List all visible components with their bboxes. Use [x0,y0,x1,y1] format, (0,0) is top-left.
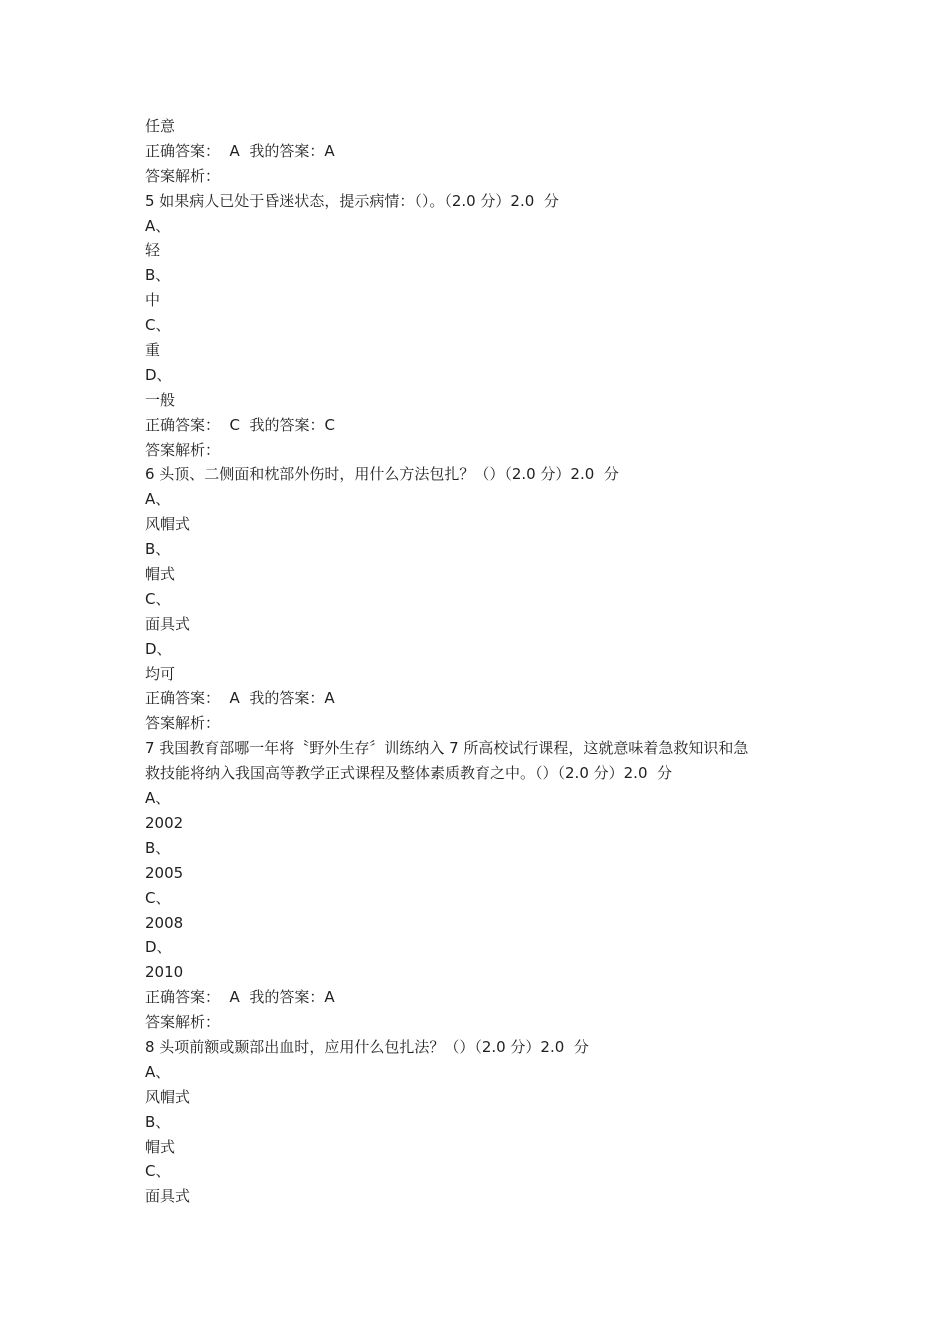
label-line: A、 [145,490,171,509]
option-line: 帽式 [145,565,176,584]
option-line: 帽式 [145,1137,176,1156]
label-line: A、 [145,1062,171,1081]
option-line: 2002 [145,813,184,832]
analysis-line: 答案解析： [145,714,221,733]
analysis-line: 答案解析： [145,440,221,459]
label-line: D、 [145,365,172,384]
label-line: D、 [145,639,172,658]
document-body [145,114,825,1209]
label-line: D、 [145,938,172,957]
option-line: 2010 [145,963,184,982]
label-line: C、 [145,316,171,335]
option-line: 均可 [145,664,176,683]
question-line: 8 头项前额或颞部出血时，应用什么包扎法？（）（2.0 分）2.0 分 [145,1037,589,1056]
option-line: 中 [145,291,161,310]
label-line: A、 [145,789,171,808]
option-line: 面具式 [145,1187,191,1206]
option-line: 任意 [145,117,176,135]
answer-line: 正确答案： A 我的答案：A [145,141,335,160]
option-line: 一般 [145,390,176,409]
question-line: 救技能将纳入我国高等教学正式课程及整体素质教育之中。（）（2.0 分）2.0 分 [145,764,673,783]
question-line: 6 头顶、二侧面和枕部外伤时，用什么方法包扎？（）（2.0 分）2.0 分 [145,465,619,484]
option-line: 轻 [145,241,161,260]
analysis-line: 答案解析： [145,1013,221,1032]
option-line: 风帽式 [145,1087,191,1106]
question-line: 5 如果病人已处于昏迷状态，提示病情：（）。（2.0 分）2.0 分 [145,191,559,210]
option-line: 风帽式 [145,515,191,534]
label-line: B、 [145,266,171,285]
label-line: C、 [145,589,171,608]
label-line: C、 [145,888,171,907]
label-line: B、 [145,540,171,559]
label-line: B、 [145,1112,171,1131]
label-line: C、 [145,1162,171,1181]
label-line: A、 [145,216,171,235]
option-line: 重 [145,341,161,360]
answer-line: 正确答案： C 我的答案：C [145,415,336,434]
analysis-line: 答案解析： [145,166,221,185]
option-line: 2008 [145,913,184,932]
option-line: 2005 [145,863,184,882]
answer-line: 正确答案： A 我的答案：A [145,689,335,708]
question-line: 7 我国教育部哪一年将〝野外生存〞训练纳入 7 所高校试行课程，这就意味着急救知识和急 [145,739,749,758]
label-line: B、 [145,838,171,857]
answer-line: 正确答案： A 我的答案：A [145,988,335,1007]
option-line: 面具式 [145,614,191,633]
